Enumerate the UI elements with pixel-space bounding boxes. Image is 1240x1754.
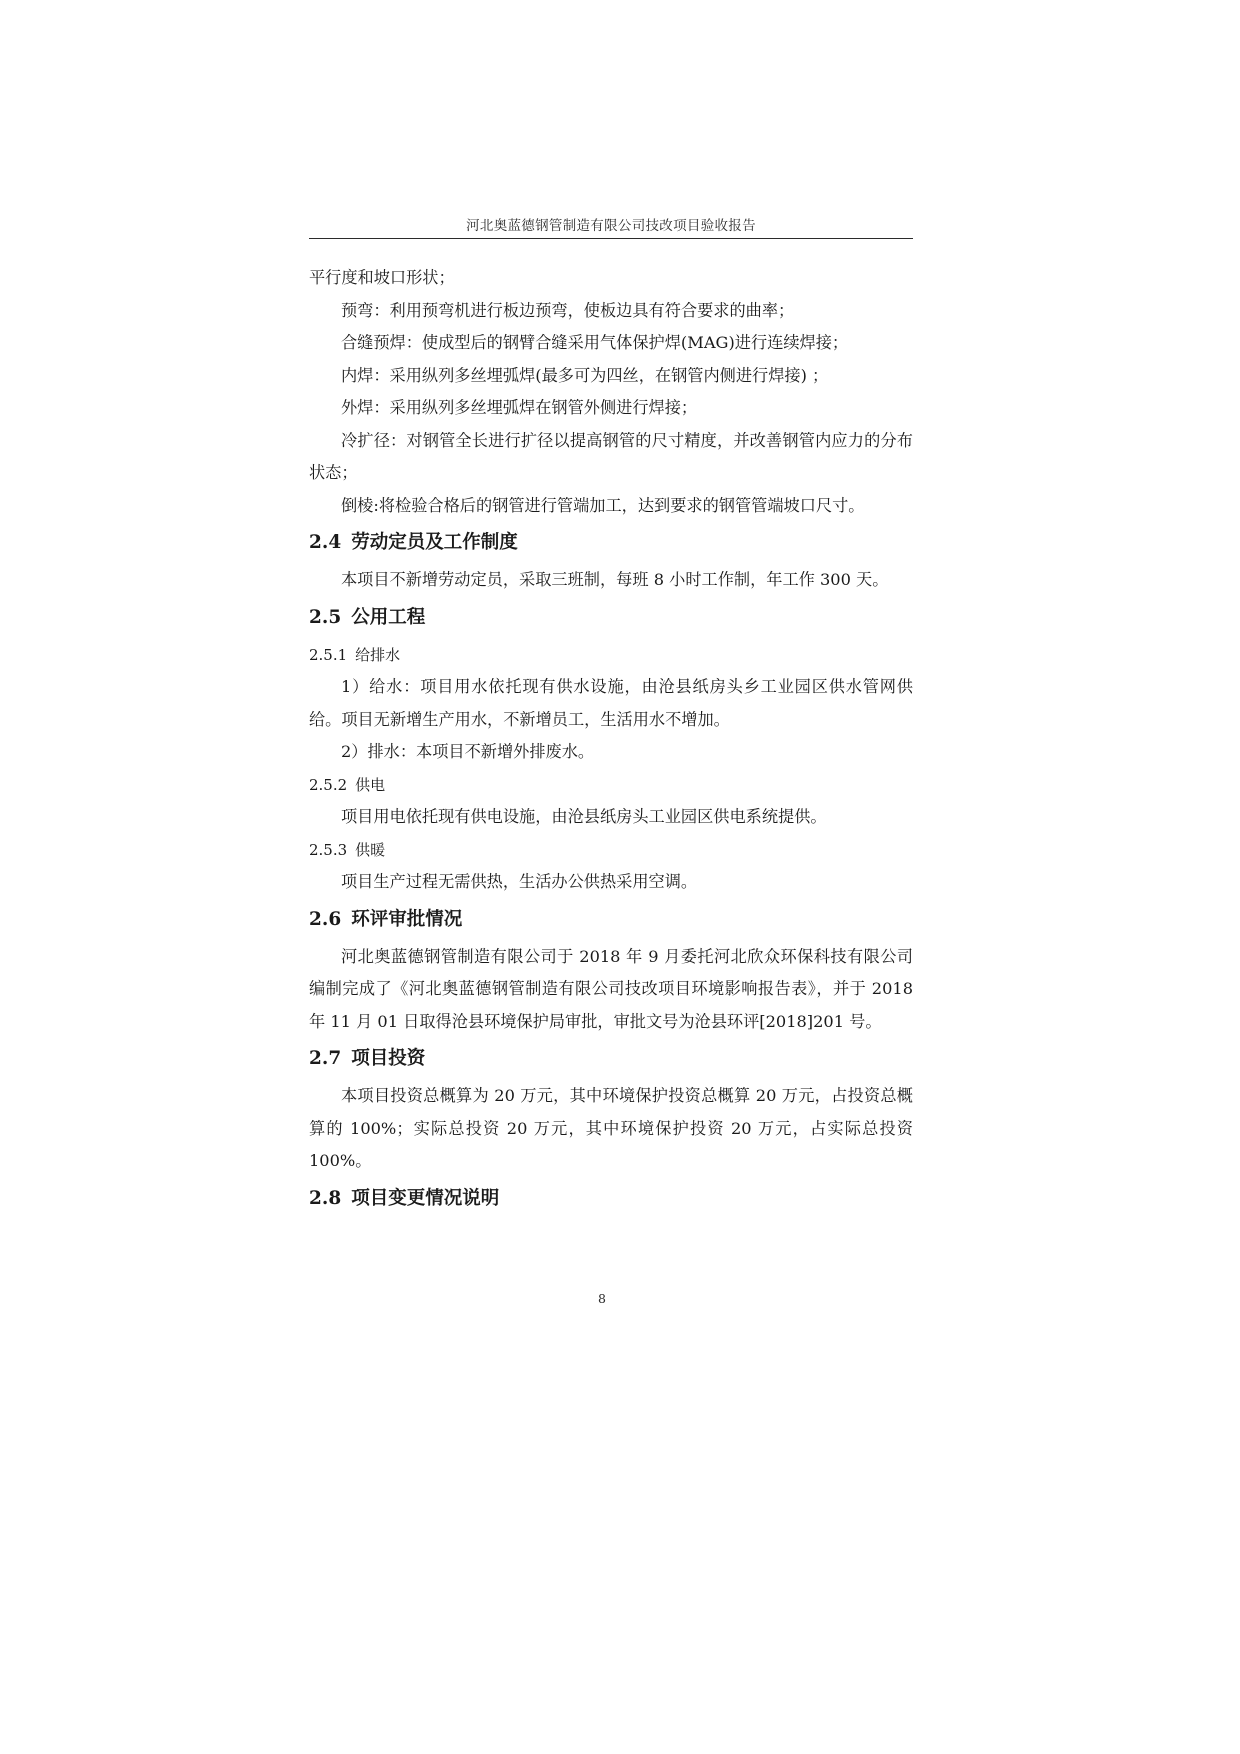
- subsection-number: 2.5.1: [309, 645, 348, 664]
- paragraph-chamfer: 倒棱:将检验合格后的钢管进行管端加工，达到要求的钢管管端坡口尺寸。: [341, 495, 865, 515]
- section-heading-2-6: [309, 899, 913, 941]
- paragraph-outer-weld: 外焊：采用纵列多丝埋弧焊在钢管外侧进行焊接；: [341, 398, 698, 417]
- section-number: 2.5: [309, 606, 342, 628]
- page-header: 河北奥蓝德钢管制造有限公司技改项目验收报告: [466, 218, 756, 234]
- section-number: 2.7: [309, 1048, 342, 1069]
- section-heading-2-7: [309, 1038, 913, 1080]
- subsection-number: 2.5.2: [309, 775, 348, 794]
- page-number: 8: [598, 1291, 606, 1306]
- section-number: 2.8: [309, 1187, 342, 1209]
- paragraph-power-supply: 项目用电依托现有供电设施，由沧县纸房头工业园区供电系统提供。: [341, 807, 827, 826]
- paragraph-prebend: 预弯：利用预弯机进行板边预弯，使板边具有符合要求的曲率；: [341, 300, 795, 320]
- paragraph-continued: 平行度和坡口形状；: [309, 268, 455, 287]
- section-heading-2-5: [309, 597, 913, 639]
- section-number: 2.4: [309, 532, 342, 553]
- paragraph-eia-approval: 河北奥蓝德钢管制造有限公司于 2018 年 9 月委托河北欣众环保科技有限公司编制完成了《河北奥蓝德钢管制造有限公司技改项目环境影响报告表》，并于 2018 年 11 月 01 日取得沧县环境保护局审批，审批文号为沧县环评[2018]201 号。: [309, 946, 913, 1031]
- section-title: 公用工程: [351, 606, 426, 628]
- paragraph-inner-weld: 内焊：采用纵列多丝埋弧焊(最多可为四丝，在钢管内侧进行焊接) ；: [341, 365, 829, 385]
- subsection-heading-2-5-3: [309, 834, 913, 867]
- subsection-title: 供暖: [355, 840, 386, 859]
- subsection-number: 2.5.3: [309, 840, 348, 859]
- section-number: 2.6: [309, 908, 342, 930]
- section-heading-2-8: [309, 1178, 913, 1220]
- paragraph-tack-weld: 合缝预焊：使成型后的钢臂合缝采用气体保护焊(MAG)进行连续焊接；: [341, 333, 849, 352]
- subsection-title: 供电: [355, 775, 386, 794]
- document-body: [309, 262, 913, 1220]
- section-title: 项目变更情况说明: [351, 1187, 500, 1209]
- subsection-title: 给排水: [355, 645, 401, 664]
- section-title: 劳动定员及工作制度: [351, 532, 518, 553]
- paragraph-drainage: 2）排水：本项目不新增外排废水。: [341, 742, 595, 761]
- paragraph-heating: 项目生产过程无需供热，生活办公供热采用空调。: [341, 872, 698, 891]
- paragraph-investment: 本项目投资总概算为 20 万元，其中环境保护投资总概算 20 万元，占投资总概算的 100%；实际总投资 20 万元，其中环境保护投资 20 万元，占实际总投资 100%。: [309, 1086, 913, 1170]
- header-rule: [309, 238, 913, 239]
- paragraph-cold-expansion: 冷扩径：对钢管全长进行扩径以提高钢管的尺寸精度，并改善钢管内应力的分布状态；: [309, 430, 913, 482]
- section-title: 项目投资: [351, 1048, 426, 1069]
- section-title: 环评审批情况: [351, 908, 463, 930]
- subsection-heading-2-5-2: [309, 769, 913, 802]
- section-heading-2-4: [309, 522, 913, 564]
- subsection-heading-2-5-1: [309, 639, 913, 672]
- paragraph-staffing: 本项目不新增劳动定员，采取三班制，每班 8 小时工作制，年工作 300 天。: [341, 570, 889, 589]
- paragraph-water-supply: 1）给水：项目用水依托现有供水设施，由沧县纸房头乡工业园区供水管网供给。项目无新增生产用水，不新增员工，生活用水不增加。: [309, 677, 913, 729]
